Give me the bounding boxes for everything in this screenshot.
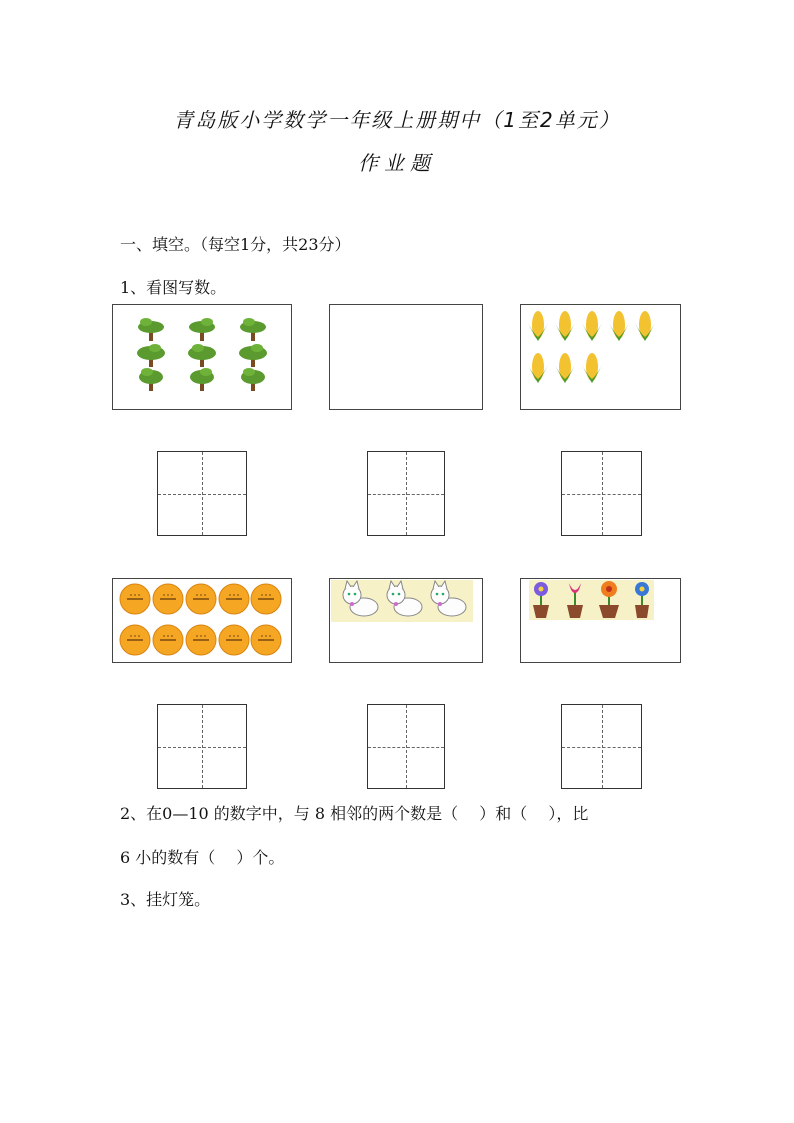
corn-icon xyxy=(527,311,656,383)
page-title: 青岛版小学数学一年级上册期中（1至2单元） xyxy=(173,108,621,132)
picture-box-flowers xyxy=(520,578,681,663)
question-2-line-1: 2、在0—10 的数字中，与 8 相邻的两个数是（ ）和（ ），比 xyxy=(120,804,589,823)
page-subtitle: 作业题 xyxy=(358,151,436,175)
picture-box-empty xyxy=(329,304,483,410)
answer-grid[interactable] xyxy=(561,451,642,536)
answer-grid[interactable] xyxy=(367,704,445,789)
tree-icon xyxy=(137,318,267,391)
answer-grid[interactable] xyxy=(157,704,247,789)
corn-picture xyxy=(521,305,680,409)
picture-box-corn xyxy=(520,304,681,410)
answer-grid[interactable] xyxy=(367,451,445,536)
picture-box-cats xyxy=(329,578,483,663)
question-3-label: 3、挂灯笼。 xyxy=(120,890,211,909)
picture-box-trees xyxy=(112,304,292,410)
answer-grid[interactable] xyxy=(561,704,642,789)
ball-icon xyxy=(120,584,281,655)
question-2-line-2: 6 小的数有（ ）个。 xyxy=(120,848,285,867)
balls-picture xyxy=(113,579,291,662)
flowers-picture xyxy=(521,579,680,662)
picture-box-balls xyxy=(112,578,292,663)
answer-grid[interactable] xyxy=(157,451,247,536)
cats-picture xyxy=(330,579,482,662)
question-1-label: 1、看图写数。 xyxy=(120,278,227,297)
trees-picture xyxy=(113,305,291,409)
section-heading: 一、填空。（每空1分，共23分） xyxy=(120,235,351,254)
